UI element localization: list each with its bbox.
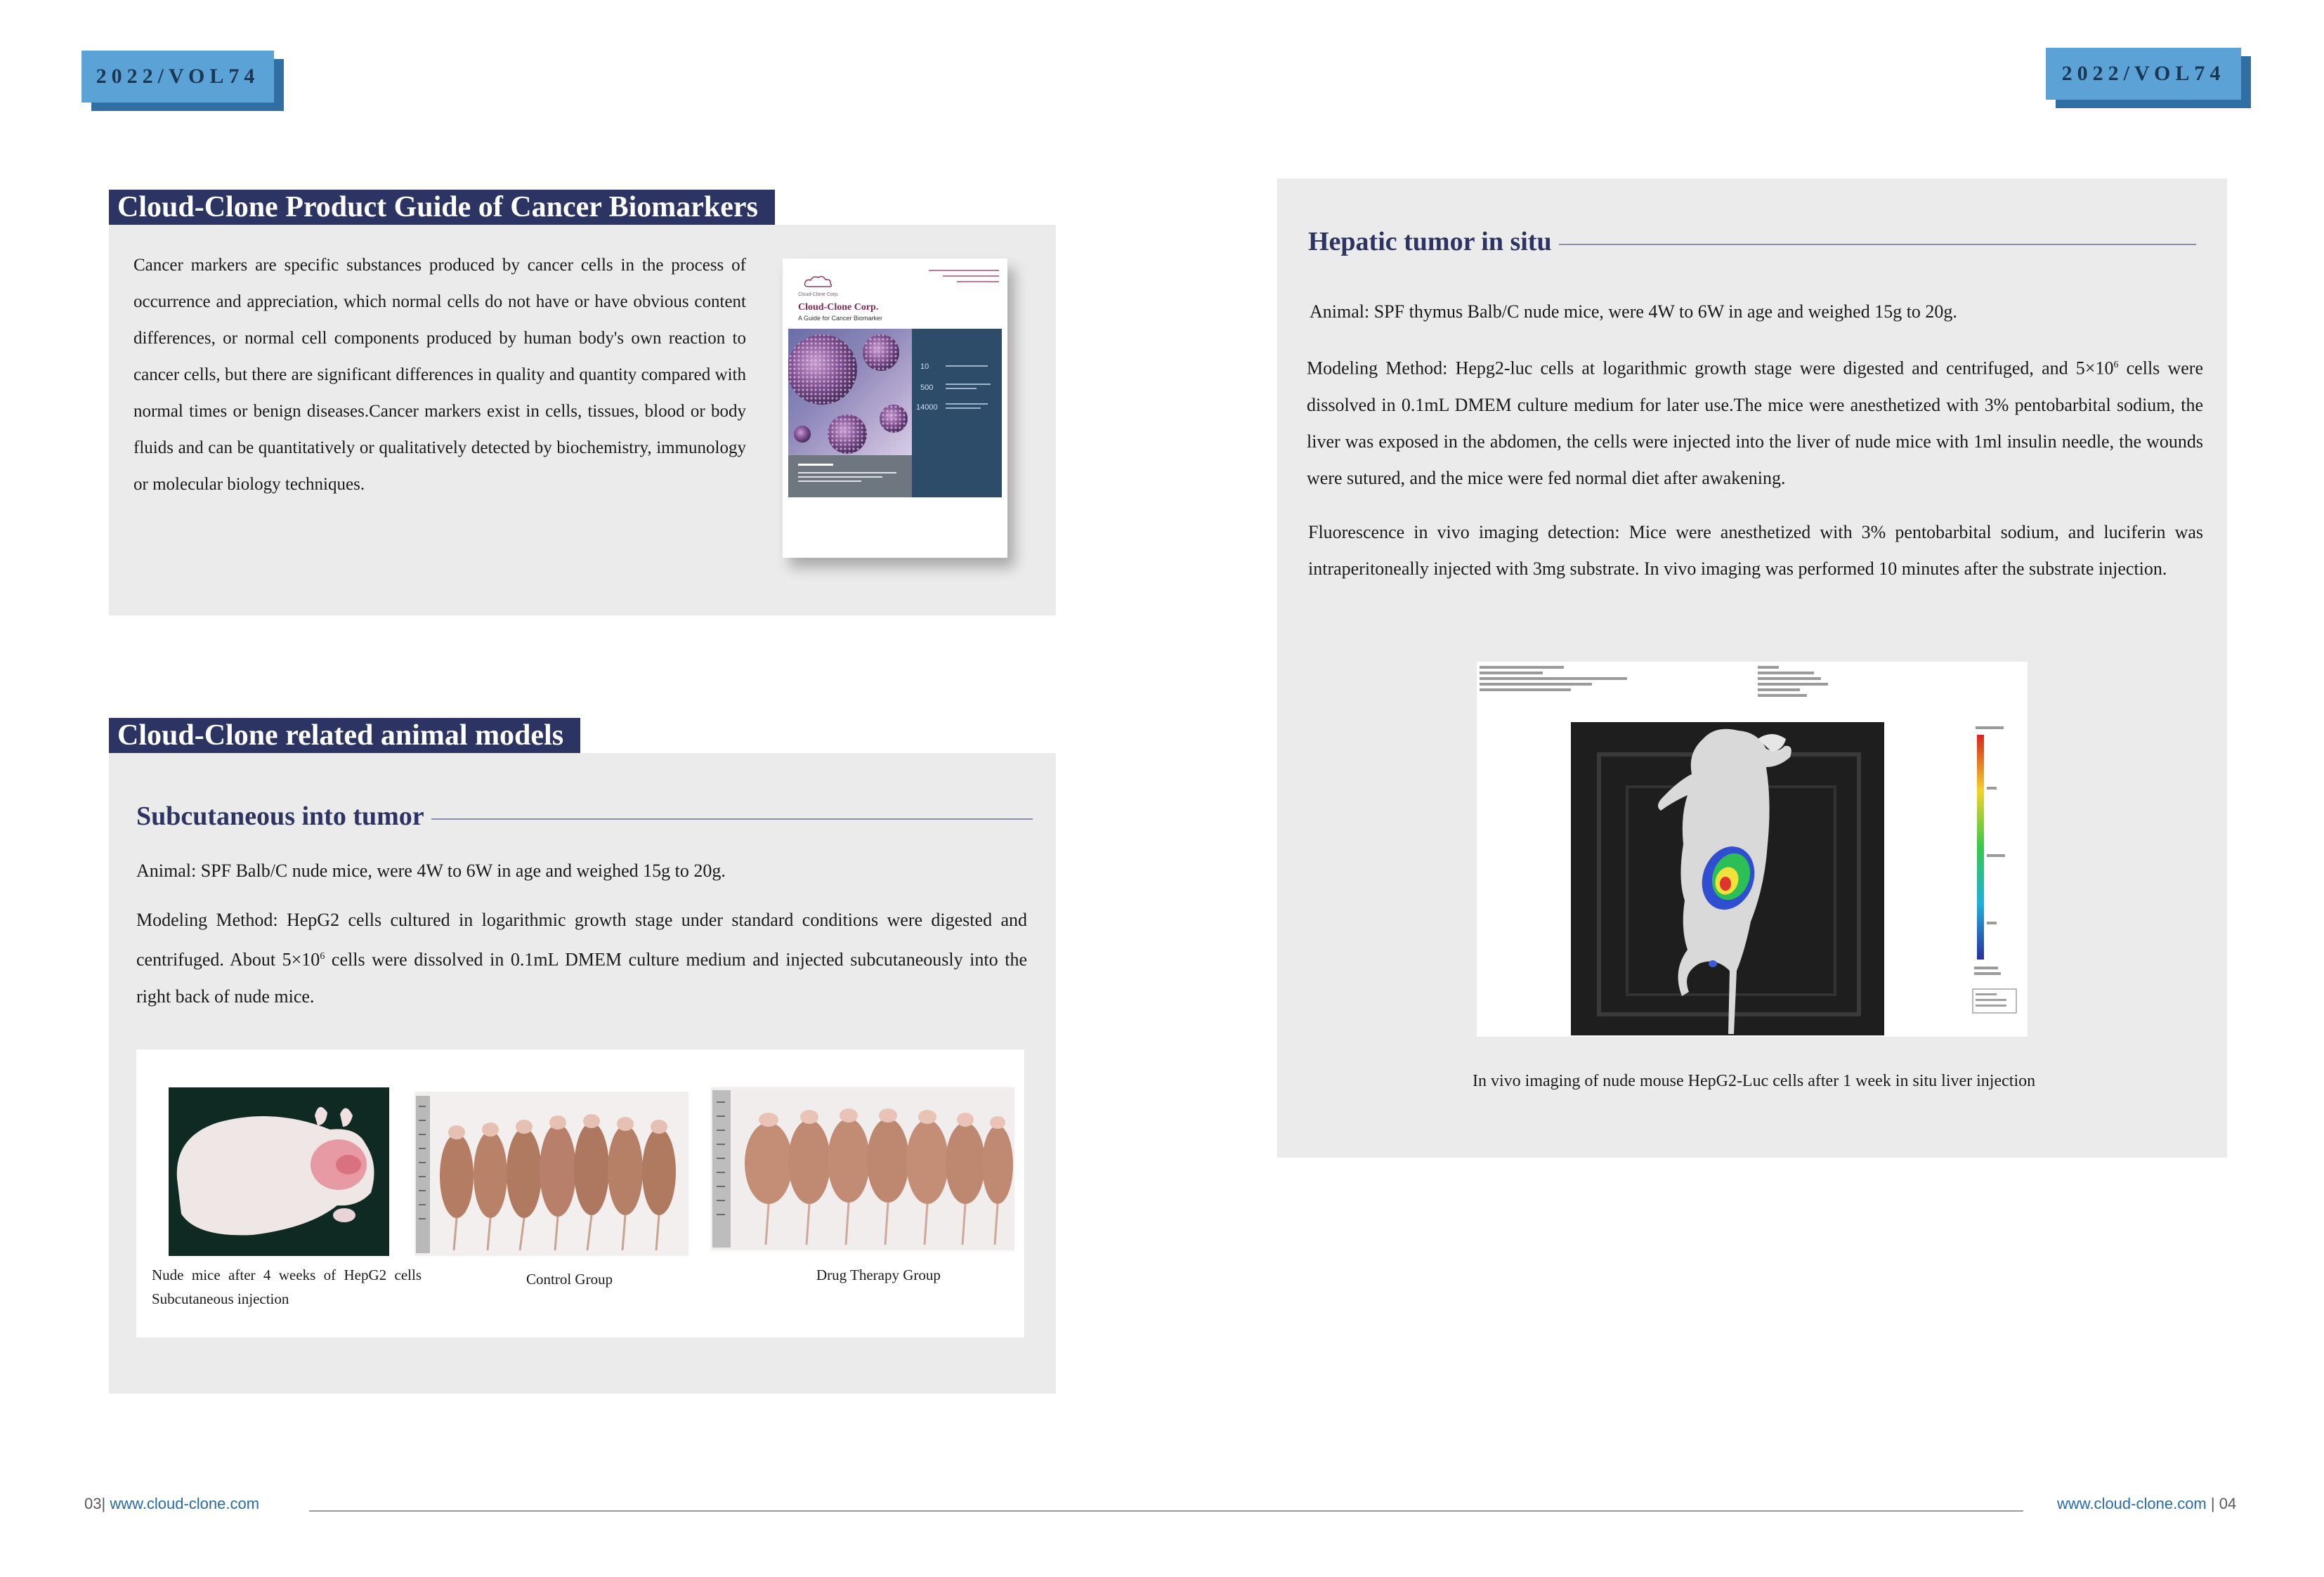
cancer-cell-illustration	[788, 329, 912, 455]
subcutaneous-modeling-text	[136, 902, 1027, 1015]
modeling-text-suffix: cells were dissolved in 0.1mL DMEM culture medium for later use.The mice were anesthetized with 3% pentobarbital sodium, the liver was exposed in the abdomen, the cells were injected into the liver of nude mice with 1ml insulin needle, the wounds were sutured, and the mice were fed normal diet after awakening.	[1307, 358, 2203, 488]
footer-left: 03| www.cloud-clone.com	[84, 1495, 260, 1512]
cover-stat-value: 14000	[916, 403, 938, 412]
cover-brand: Cloud-Clone Corp.	[798, 302, 879, 313]
cover-stat-description	[946, 364, 996, 370]
hepatic-heading-text: Hepatic tumor in situ	[1308, 227, 1552, 256]
control-group-photo[interactable]	[414, 1092, 688, 1256]
biomarkers-body: Cancer markers are specific substances produced by cancer cells in the process of occurrence and appreciation, which normal cells do not have or have obvious content differences, or normal cell components produced by human body's own reaction to cancer cells, but there are significant differences in quality and quantity compared with normal times or benign diseases.Cancer markers exist in cells, tissues, blood or body fluids and can be quantitatively or qualitatively detected by biochemistry, immunology or molecular biology techniques.	[133, 256, 746, 494]
cover-contact-lines	[798, 471, 903, 487]
cover-stat-value: 500	[920, 384, 934, 392]
footer-url-left[interactable]: www.cloud-clone.com	[110, 1495, 260, 1512]
nude-mice-caption: Nude mice after 4 weeks of HepG2 cells Subcutaneous injection	[152, 1267, 422, 1307]
cloud-logo-icon	[801, 274, 839, 291]
volume-label: 2022/VOL74	[2046, 48, 2241, 100]
cover-logo-text: Cloud-Clone Corp.	[798, 292, 839, 297]
footer-divider	[309, 1510, 2023, 1512]
in-vivo-imaging-figure[interactable]	[1477, 662, 2028, 1037]
cover-contact-text	[915, 268, 999, 292]
product-guide-cover[interactable]	[783, 259, 1007, 558]
hepatic-animal-text: Animal: SPF thymus Balb/C nude mice, were 4W to 6W in age and weighed 15g to 20g.	[1310, 301, 1957, 322]
cover-stat-value: 10	[920, 362, 929, 371]
volume-tag-right	[2046, 48, 2241, 100]
volume-tag-left	[81, 51, 274, 103]
footer-right: www.cloud-clone.com | 04	[2057, 1495, 2237, 1512]
modeling-text-suffix: cells were dissolved in 0.1mL DMEM culture medium and injected subcutaneously into the right back of nude mice.	[136, 949, 1027, 1007]
drug-therapy-group-photo[interactable]	[711, 1087, 1014, 1250]
fluorescence-text: Fluorescence in vivo imaging detection: Mice were anesthetized with 3% pentobarbital sodium, and luciferin was intraperitoneally injected with 3mg substrate. In vivo imaging was performed 10 minutes after the substrate injection.	[1308, 522, 2203, 579]
nude-mouse-photo[interactable]	[169, 1087, 389, 1256]
biomarkers-title: Cloud-Clone Product Guide of Cancer Biomarkers	[109, 190, 775, 225]
footer-url-right[interactable]: www.cloud-clone.com	[2057, 1495, 2207, 1512]
drug-therapy-caption: Drug Therapy Group	[816, 1267, 941, 1283]
cover-stat-description	[946, 382, 996, 394]
page-number-right: 04	[2219, 1495, 2237, 1512]
hepatic-modeling-text	[1307, 347, 2203, 497]
cover-contact-heading	[798, 462, 840, 469]
imaging-caption: In vivo imaging of nude mouse HepG2-Luc cells after 1 week in situ liver injection	[1473, 1072, 2036, 1090]
volume-label: 2022/VOL74	[81, 51, 274, 103]
mouse-photo-strip	[136, 1049, 1024, 1337]
modeling-text-prefix: Modeling Method: Hepg2-luc cells at logarithmic growth stage were digested and centrifuged, and 5×10	[1307, 358, 2114, 379]
subcutaneous-animal-text: Animal: SPF Balb/C nude mice, were 4W to 6W in age and weighed 15g to 20g.	[136, 861, 726, 881]
modeling-text-prefix: Modeling Method: HepG2 cells cultured in logarithmic growth stage under standard conditions were digested and centrifuged. About 5×10	[136, 910, 1027, 970]
hepatic-heading	[1308, 226, 2196, 257]
control-group-caption: Control Group	[526, 1271, 613, 1288]
animal-models-title: Cloud-Clone related animal models	[109, 718, 580, 753]
cover-subtitle: A Guide for Cancer Biomarker	[798, 315, 883, 322]
page-number-left: 03	[84, 1495, 102, 1512]
cover-stat-description	[946, 402, 996, 414]
modeling-exponent: 6	[2113, 360, 2119, 370]
subcutaneous-heading-text: Subcutaneous into tumor	[136, 801, 424, 831]
modeling-exponent: 6	[320, 951, 325, 962]
subcutaneous-heading	[136, 801, 1033, 832]
